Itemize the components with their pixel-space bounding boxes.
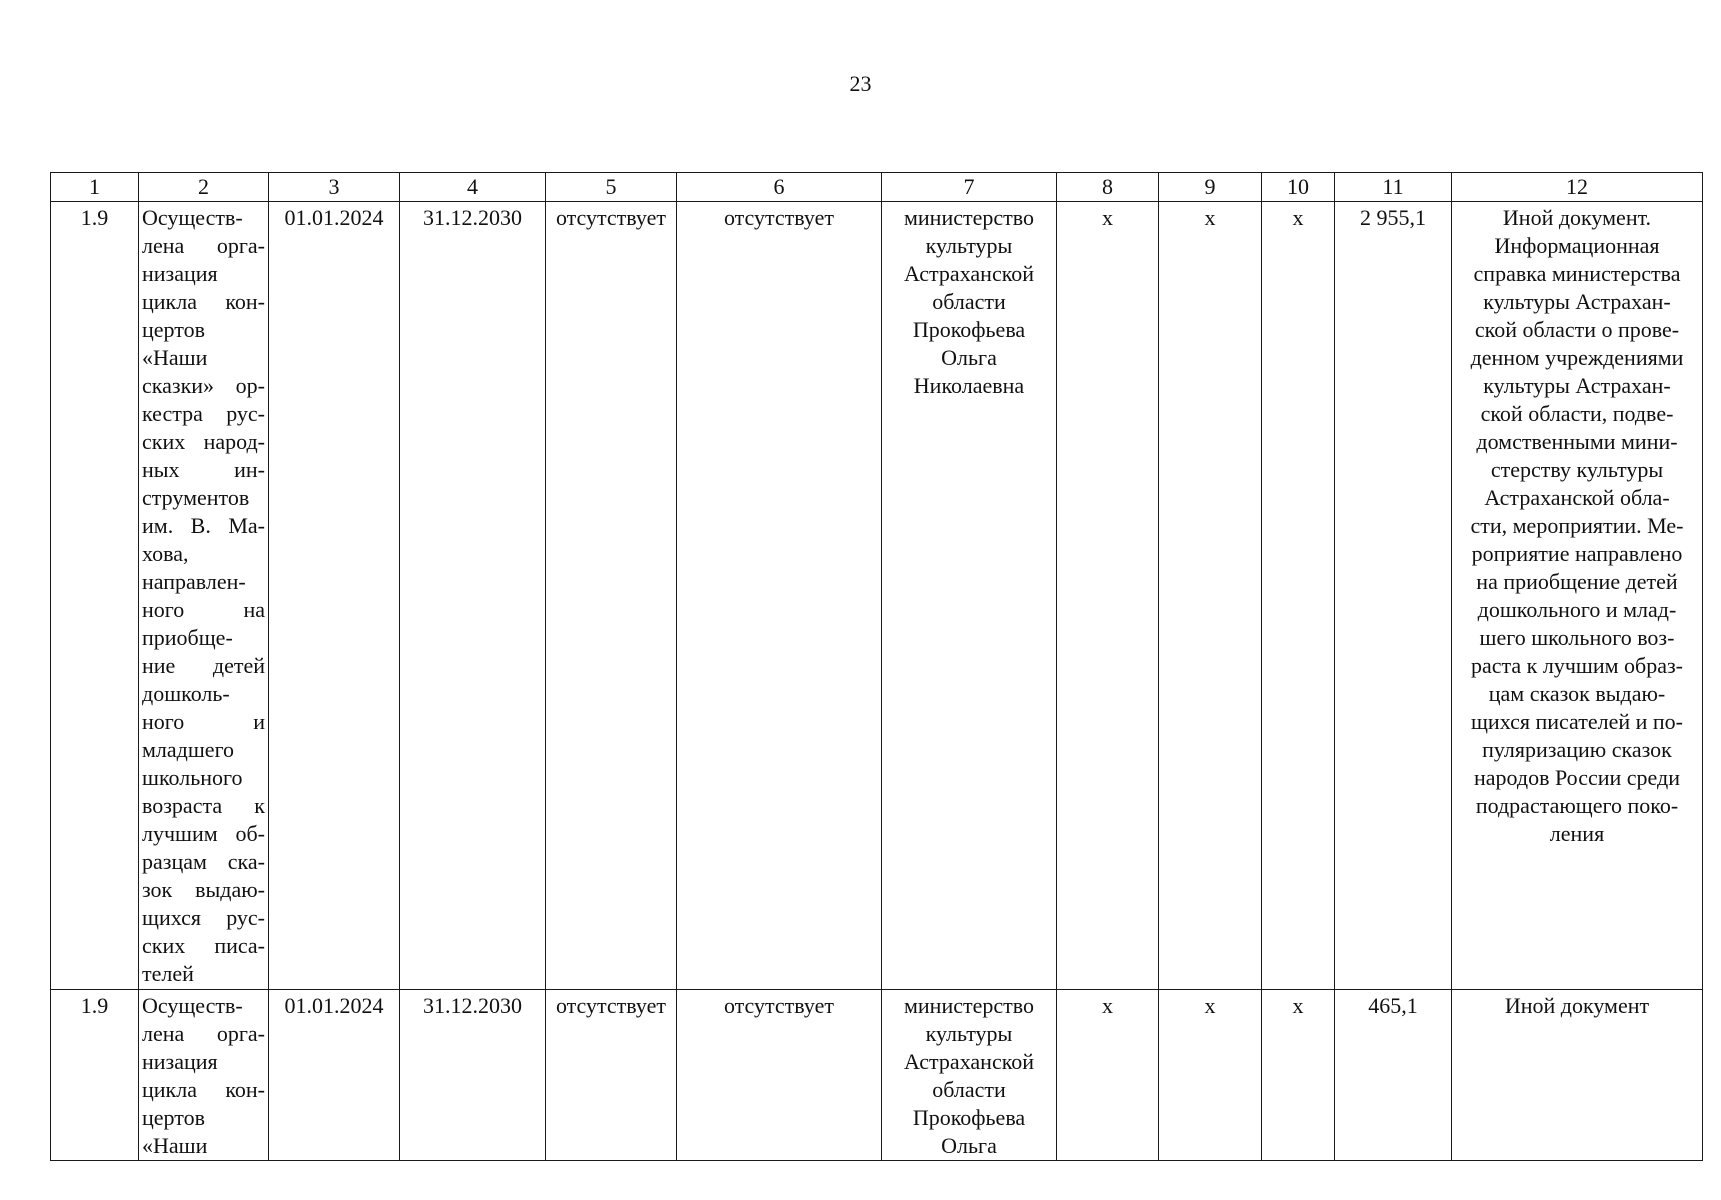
responsible-line: Прокофьева [912, 317, 1026, 342]
column-header: 9 [1159, 173, 1262, 202]
document-line: домственными мини- [1476, 429, 1678, 454]
responsible-line: Прокофьева [912, 1105, 1026, 1130]
document-line: культуры Астрахан- [1483, 373, 1671, 398]
description-line: приобще- [142, 625, 233, 650]
description-line: школьного [142, 765, 243, 790]
col9-value: x [1159, 202, 1262, 990]
column-header: 1 [51, 173, 139, 202]
description-line: ного на [142, 597, 265, 622]
document-description [1452, 202, 1703, 990]
amount: 465,1 [1335, 990, 1452, 1161]
event-description [139, 202, 269, 990]
description-line: лучшим об- [142, 821, 265, 846]
column-header: 11 [1335, 173, 1452, 202]
responsible-line: культуры [925, 233, 1013, 258]
description-line: сказки» ор- [142, 373, 265, 398]
document-line: шего школьного воз- [1479, 625, 1675, 650]
description-line: цикла кон- [142, 1077, 265, 1102]
page-number: 23 [849, 71, 872, 96]
responsible-executor [882, 202, 1057, 990]
col6-value: отсутствует [677, 990, 882, 1161]
document-line: денном учреждениями [1470, 345, 1684, 370]
document-line: на приобщение детей [1476, 569, 1678, 594]
col10-value: x [1262, 202, 1335, 990]
description-line: кестра рус- [142, 401, 265, 426]
description-line: цертов [142, 1105, 205, 1130]
document-line: сти, мероприятии. Ме- [1470, 513, 1684, 538]
description-line: направлен- [142, 569, 246, 594]
description-line: зок выдаю- [142, 877, 265, 902]
responsible-line: культуры [925, 1021, 1013, 1046]
end-date: 31.12.2030 [400, 990, 546, 1161]
responsible-line: Астраханской [903, 1049, 1035, 1074]
document-line: раста к лучшим образ- [1470, 653, 1684, 678]
column-header: 5 [546, 173, 677, 202]
col6-value: отсутствует [677, 202, 882, 990]
description-line: младшего [142, 737, 235, 762]
responsible-line: Ольга [941, 345, 997, 370]
description-line: Осуществ- [142, 993, 243, 1018]
program-table [50, 172, 1703, 1161]
document-line: ской области, подве- [1480, 401, 1674, 426]
column-header: 2 [139, 173, 269, 202]
responsible-executor [882, 990, 1057, 1161]
col5-value: отсутствует [546, 202, 677, 990]
column-header: 4 [400, 173, 546, 202]
description-line: хова, [142, 541, 189, 566]
document-line: Иной документ. [1502, 205, 1652, 230]
amount: 2 955,1 [1335, 202, 1452, 990]
document-line: ской области о прове- [1474, 317, 1680, 342]
description-line: им. В. Ма- [142, 513, 265, 538]
description-line: ние детей [142, 653, 265, 678]
description-line: ных ин- [142, 457, 265, 482]
document-line: Информационная [1494, 233, 1660, 258]
document-line: щихся писателей и по- [1470, 709, 1683, 734]
responsible-line: области [932, 289, 1006, 314]
description-line: «Наши [142, 345, 208, 370]
table-row [51, 202, 1703, 990]
document-line: Астраханской обла- [1484, 485, 1670, 510]
start-date: 01.01.2024 [269, 202, 400, 990]
responsible-line: Николаевна [913, 373, 1025, 398]
description-line: ного и [142, 709, 265, 734]
row-number: 1.9 [51, 202, 139, 990]
description-line: ских писа- [142, 933, 265, 958]
col10-value: x [1262, 990, 1335, 1161]
column-header: 6 [677, 173, 882, 202]
description-line: лена орга- [142, 1021, 265, 1046]
description-line: щихся рус- [142, 905, 265, 930]
description-line: дошколь- [142, 681, 230, 706]
responsible-line: Астраханской [903, 261, 1035, 286]
description-line: Осуществ- [142, 205, 243, 230]
column-header: 10 [1262, 173, 1335, 202]
description-line: разцам ска- [142, 849, 265, 874]
responsible-line: министерство [903, 993, 1034, 1018]
col8-value: x [1057, 202, 1159, 990]
document-description [1452, 990, 1703, 1161]
document-line: дошкольного и млад- [1477, 597, 1677, 622]
document-line: пуляризацию сказок [1482, 737, 1672, 762]
description-line: цикла кон- [142, 289, 265, 314]
end-date: 31.12.2030 [400, 202, 546, 990]
document-line: культуры Астрахан- [1483, 289, 1671, 314]
description-line: лена орга- [142, 233, 265, 258]
col5-value: отсутствует [546, 990, 677, 1161]
description-line: низация [142, 1049, 218, 1074]
event-description [139, 990, 269, 1161]
table-row [51, 990, 1703, 1161]
document-line: цам сказок выдаю- [1488, 681, 1666, 706]
document-line: стерству культуры [1490, 457, 1664, 482]
column-header-row [51, 173, 1703, 202]
column-header: 7 [882, 173, 1057, 202]
responsible-line: области [932, 1077, 1006, 1102]
description-line: низация [142, 261, 218, 286]
description-line: струментов [142, 485, 250, 510]
responsible-line: министерство [903, 205, 1034, 230]
col9-value: x [1159, 990, 1262, 1161]
document-line: справка министерства [1473, 261, 1681, 286]
row-number: 1.9 [51, 990, 139, 1161]
responsible-line: Ольга [941, 1133, 997, 1158]
column-header: 3 [269, 173, 400, 202]
document-line: роприятие направлено [1471, 541, 1683, 566]
description-line: цертов [142, 317, 205, 342]
description-line: «Наши [142, 1133, 208, 1158]
column-header: 12 [1452, 173, 1703, 202]
document-line: народов России среди [1473, 765, 1680, 790]
column-header: 8 [1057, 173, 1159, 202]
description-line: возраста к [142, 793, 265, 818]
document-line: подрастающего поко- [1475, 793, 1679, 818]
start-date: 01.01.2024 [269, 990, 400, 1161]
document-line: Иной документ [1504, 993, 1650, 1018]
description-line: телей [142, 961, 194, 986]
document-line: ления [1549, 821, 1605, 846]
description-line: ских народ- [142, 429, 265, 454]
col8-value: x [1057, 990, 1159, 1161]
